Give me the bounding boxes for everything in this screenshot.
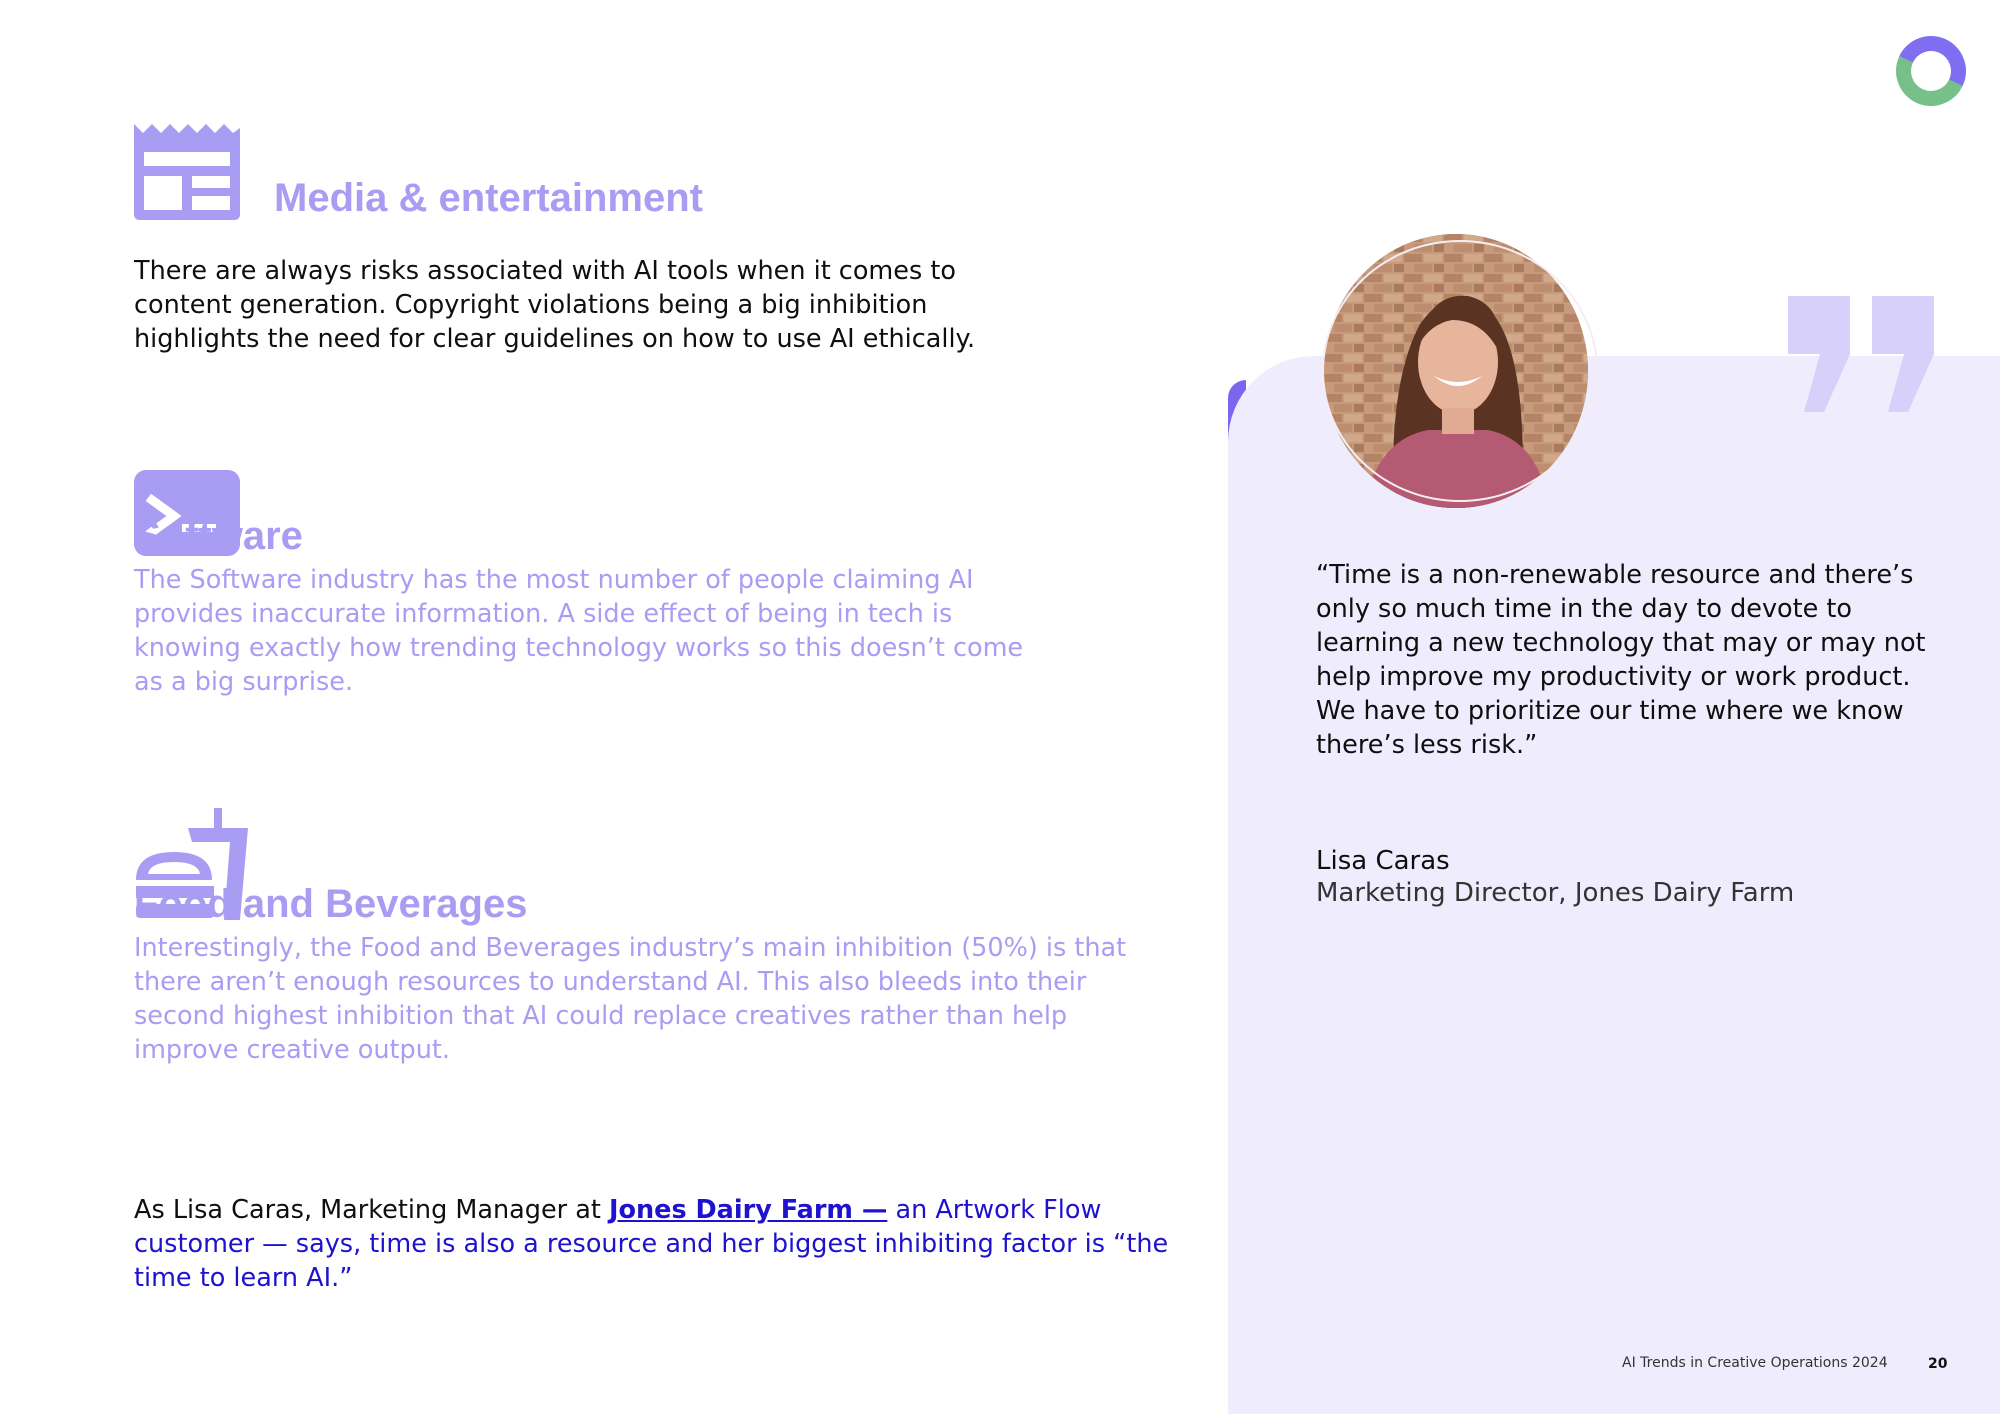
closing-suffix: an Artwork Flow customer — says, time is also a resource and her biggest inhibiting factor is “the time to learn AI.”: [134, 1195, 1169, 1293]
section-body-food: Interestingly, the Food and Beverages industry’s main inhibition (50%) is that there aren’t enough resources to understand AI. This also bleeds into their second highest inhibition that AI could replace creatives rather than help improve creative output.: [134, 933, 1127, 1065]
closing-paragraph: [134, 1193, 1174, 1295]
quote-author-name: Lisa Caras: [1316, 846, 1450, 876]
section-title-media: Media & entertainment: [274, 176, 703, 220]
section-title-software: Software: [134, 514, 303, 558]
brand-logo: [1886, 26, 1976, 116]
quote-text: “Time is a non-renewable resource and there’s only so much time in the day to devote to learning a new technology that may or may not help improve my productivity or work product. We have to prioritize our time where we know there’s less risk.”: [1316, 560, 1926, 760]
section-title-food: Food and Beverages: [134, 882, 528, 926]
section-body-software: The Software industry has the most number of people claiming AI provides inaccurate information. A side effect of being in tech is knowing exactly how trending technology works so this doesn’t come as a big surprise.: [134, 565, 1024, 697]
jones-dairy-farm-link[interactable]: Jones Dairy Farm —: [609, 1195, 888, 1225]
avatar-ring: [1322, 240, 1598, 502]
report-title: AI Trends in Creative Operations 2024: [1622, 1355, 1888, 1371]
newspaper-icon: [134, 124, 240, 220]
page-number: 20: [1928, 1356, 1948, 1372]
section-body-media: There are always risks associated with AI tools when it comes to content generation. Copyright violations being a big inhibition highlights the need for clear guidelines on how to use AI ethically.: [134, 256, 976, 354]
closing-prefix: As Lisa Caras, Marketing Manager at: [134, 1195, 609, 1225]
quote-author-title: Marketing Director, Jones Dairy Farm: [1316, 878, 1795, 908]
quote-marks-icon: [1786, 296, 1936, 412]
